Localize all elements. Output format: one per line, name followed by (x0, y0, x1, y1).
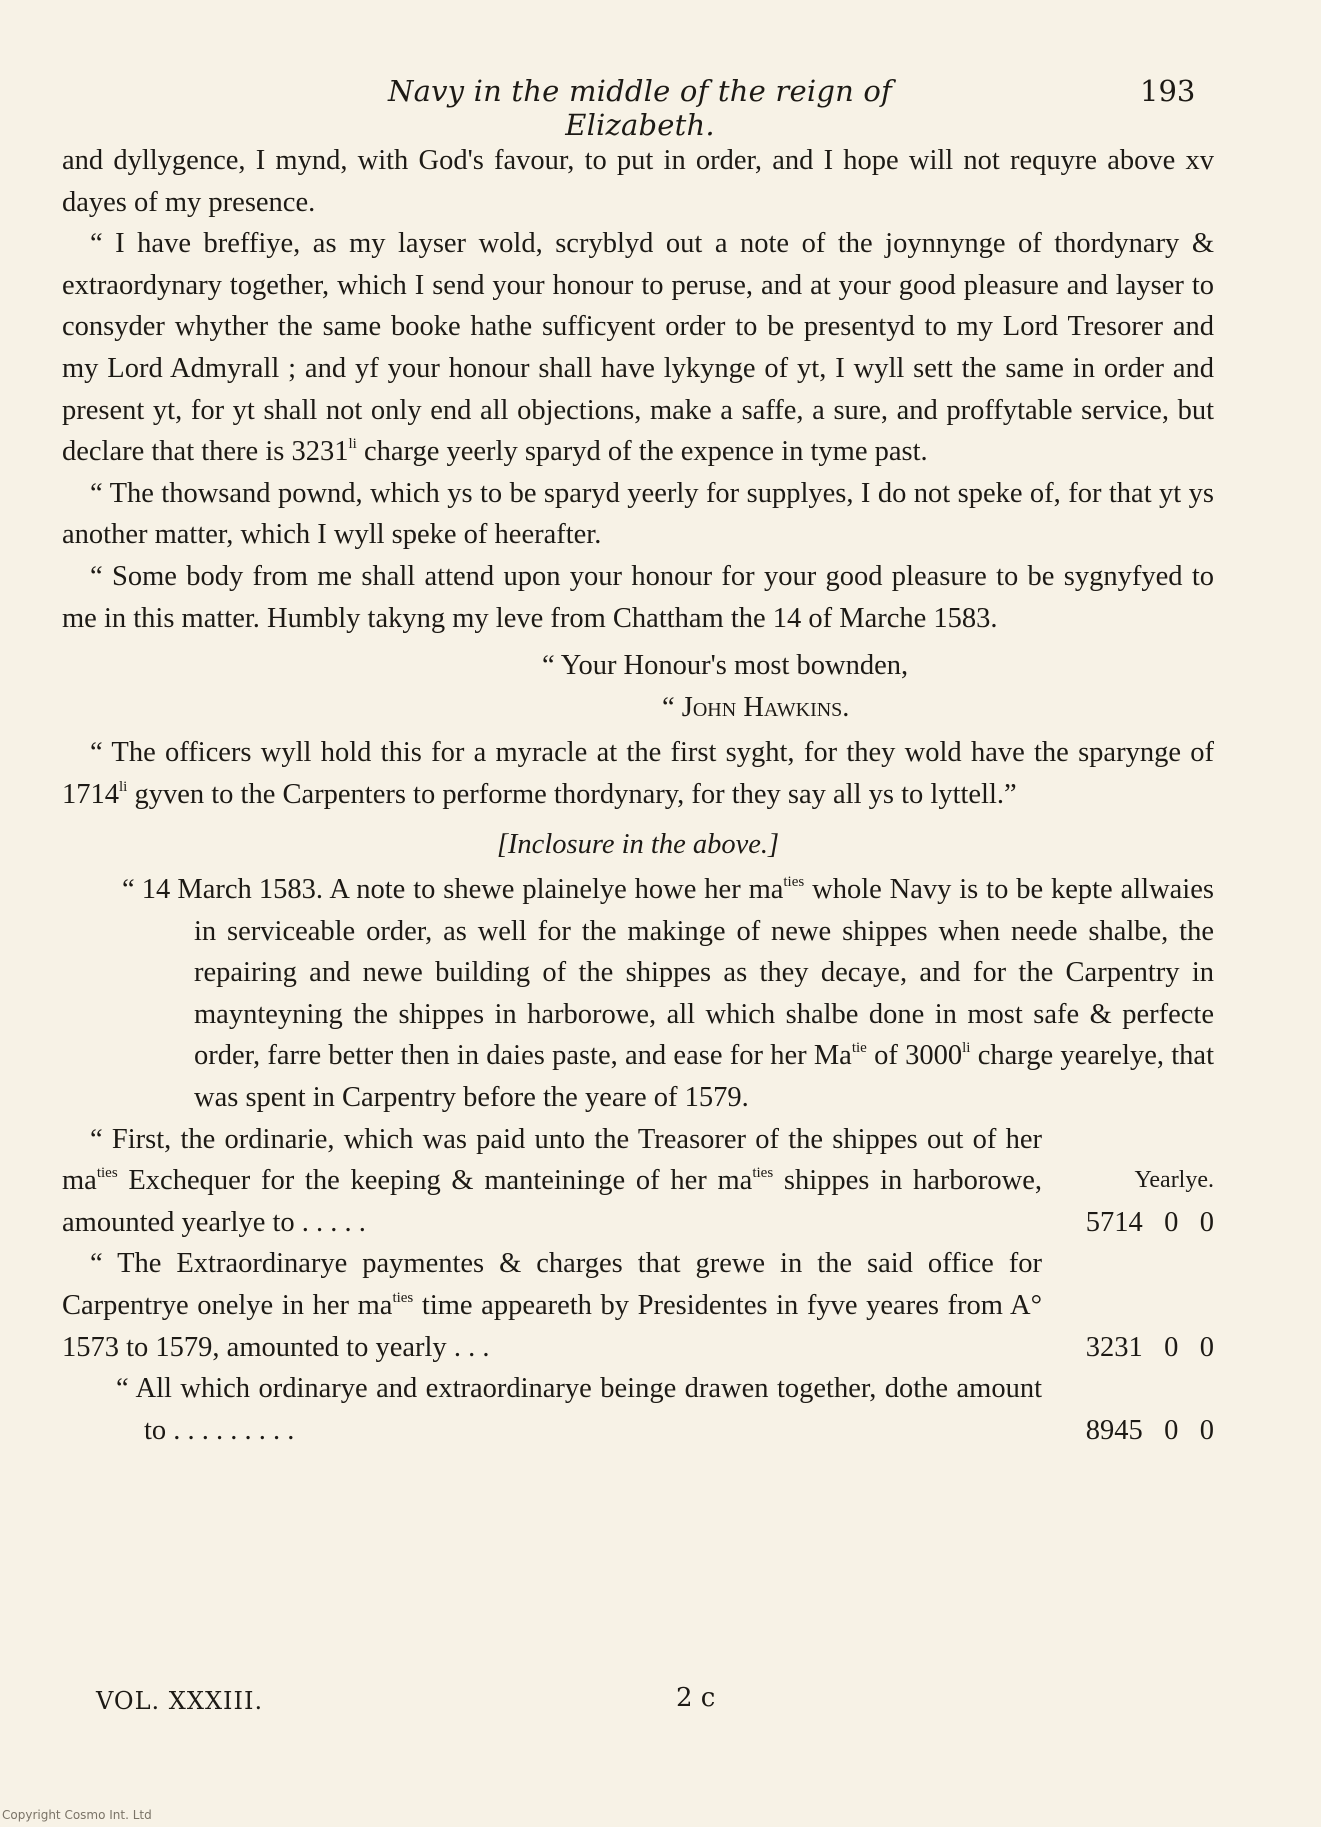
paragraph-5-text-b: gyven to the Carpenters to performe thordynary, for they say all ys to lyttell.” (127, 778, 1017, 810)
amount-total: 8945 0 0 (1085, 1414, 1214, 1446)
superscript-ties: ties (783, 874, 805, 891)
account-row-ordinary (62, 1119, 1214, 1244)
date-label: “ 14 March 1583. (122, 874, 324, 906)
account-row-total (62, 1368, 1214, 1451)
superscript-li: li (348, 436, 357, 453)
account-row-extraordinary-text (62, 1243, 1042, 1368)
amount-extraordinary: 3231 0 0 (1085, 1331, 1214, 1363)
running-title: Navy in the middle of the reign of Elizabeth. (388, 74, 892, 142)
paragraph-1: and dyllygence, I mynd, with God's favour, to put in order, and I hope will not requyre above xv dayes of my presence. (62, 145, 1214, 218)
superscript-li: li (119, 778, 128, 795)
body-text (62, 140, 1214, 1451)
paragraph-5-text-a: “ The officers wyll hold this for a myracle at the first syght, for they wold have the sparynge of 1714 (62, 737, 1214, 810)
signature-closing: “ Your Honour's most bownden, (542, 650, 909, 682)
row1-text-a: “ First, the ordinarie, which was paid unto the Treasorer of the shippes out of her ma (62, 1123, 1042, 1197)
paragraph-6-text-a: A note to shewe plainelye howe her ma (329, 874, 784, 906)
paragraph-2 (62, 223, 1214, 473)
copyright-notice: Copyright Cosmo Int. Ltd (2, 1808, 152, 1822)
signature-mark: 2 c (676, 1683, 716, 1713)
paragraph-2-text-a: “ I have breffiye, as my layser wold, scryblyd out a note of the joynnynge of thordynary & extraordynary together, which I send your honour to peruse, and at your good pleasure and layser to consyder whyther the same booke hathe sufficyent order to be presentyd to my Lord Tresorer and my Lord Admyrall ; and yf your honour shall have lykynge of yt, I wyll sett the same in order and present yt, for yt shall not only end all objections, make a saffe, a sure, and proffytable service, but declare that there is 3231 (62, 228, 1214, 468)
row1-text-c: shippes in harborowe, amounted yearlye to (62, 1165, 1043, 1238)
paragraph-6-text-b: whole Navy is to be kepte allwaies in serviceable order, as well for the makinge of newe shippes when neede shalbe, the repairing and newe building of the shippes as they decaye, and for the Carpentry in maynteyning the shippes in harborowe, all which shalbe done in most safe & perfecte order, farre better then in daies paste, and ease for her Ma (194, 874, 1214, 1072)
paragraph-6 (62, 869, 1214, 1119)
row1-text-b: Exchequer for the keeping & manteininge of her ma (117, 1165, 753, 1197)
paragraph-4: “ Some body from me shall attend upon your honour for your good pleasure to be sygnyfyed to me in this matter. Humbly takyng my leve from Chattham the 14 of Marche 1583. (62, 560, 1214, 634)
account-row-total-text (62, 1368, 1042, 1451)
paragraph-6-text-c: of 3000 (866, 1040, 963, 1072)
dot-leader: . . . . . (294, 1206, 366, 1238)
dot-leader: . . . (446, 1331, 490, 1363)
row3-text: “ All which ordinarye and extraordinarye beinge drawen together, dothe amount to (116, 1373, 1042, 1446)
volume-label: VOL. XXXIII. (96, 1687, 264, 1715)
superscript-tie: tie (851, 1040, 867, 1057)
inclosure-heading: [Inclosure in the above.] (496, 828, 780, 860)
superscript-li: li (962, 1040, 971, 1057)
paragraph-5 (62, 732, 1214, 815)
account-row-ordinary-text (62, 1119, 1042, 1244)
account-amount-column (1042, 1160, 1214, 1243)
account-row-extraordinary (62, 1243, 1214, 1368)
signature-name: “ John Hawkins. (662, 691, 850, 723)
superscript-ties: ties (752, 1165, 774, 1182)
paragraph-6-text-d: charge yearelye, that was spent in Carpentry before the yeare of 1579. (194, 1040, 1214, 1114)
row2-text-a: “ The Extraordinarye paymentes & charges that grewe in the said office for Carpentrye onelye in her ma (62, 1248, 1042, 1322)
dot-leader: . . . . . . . . . (166, 1414, 295, 1446)
yearly-column-label: Yearlye. (1134, 1167, 1214, 1194)
page-number: 193 (1140, 74, 1196, 108)
paragraph-3: “ The thowsand pownd, which ys to be sparyd yeerly for supplyes, I do not speke of, for that yt ys another matter, which I wyll speke of heerafter. (62, 477, 1214, 551)
amount-ordinary: 5714 0 0 (1085, 1206, 1214, 1238)
superscript-ties: ties (392, 1290, 414, 1307)
row2-text-b: time appeareth by Presidentes in fyve yeares from A° 1573 to 1579, amounted to yearly (62, 1290, 1042, 1363)
superscript-ties: ties (96, 1165, 118, 1182)
paragraph-2-text-b: charge yeerly sparyd of the expence in tyme past. (356, 436, 928, 468)
